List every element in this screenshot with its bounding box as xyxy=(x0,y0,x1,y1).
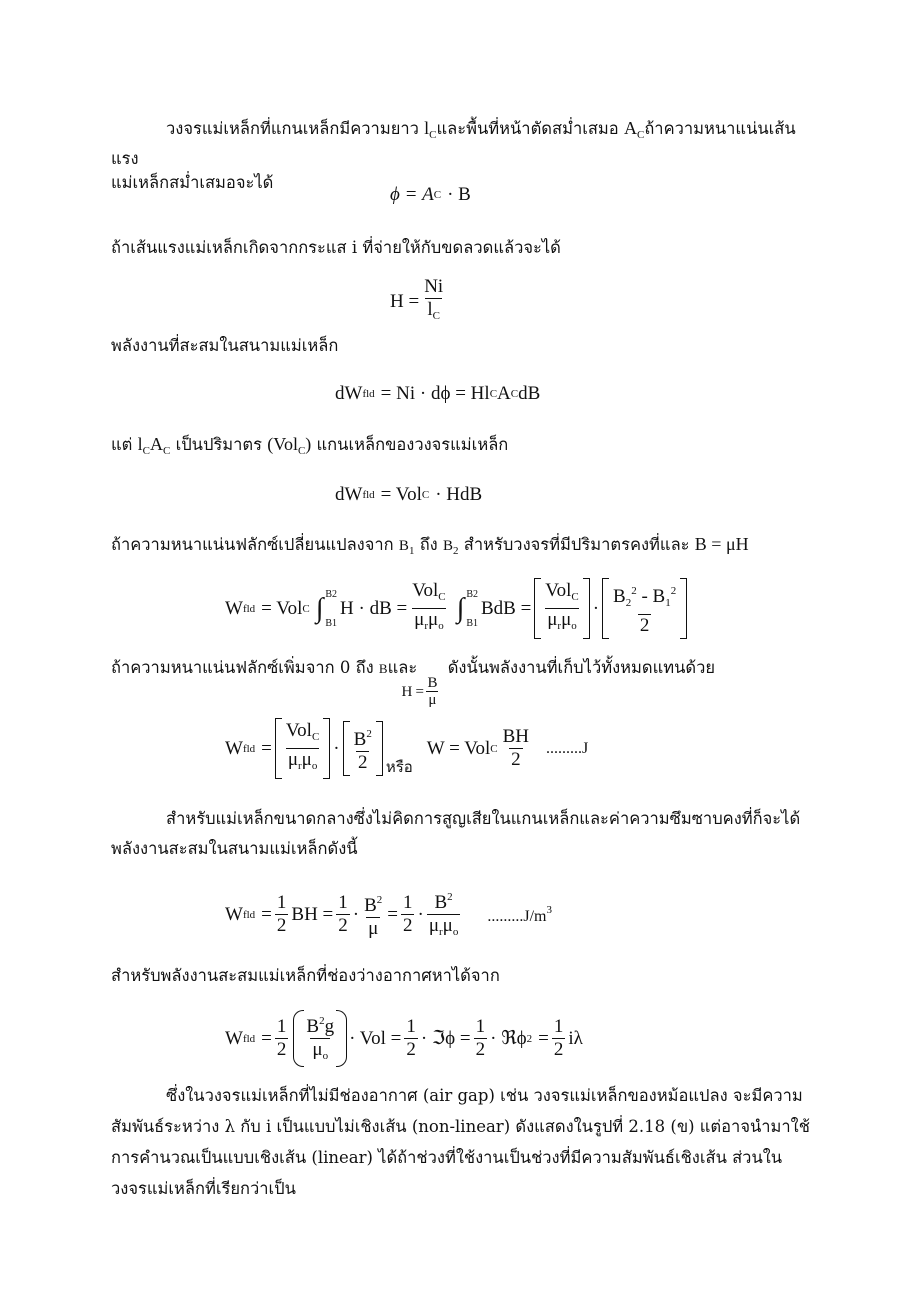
eq-text: = Vol xyxy=(380,484,422,505)
eq-text: B xyxy=(364,895,377,916)
denominator xyxy=(310,1038,330,1067)
eq-text: W xyxy=(225,737,243,759)
eq-sub: 1 xyxy=(665,597,671,609)
eq-sub: o xyxy=(311,760,318,772)
numerator: BH xyxy=(502,726,530,747)
eq-text: μ xyxy=(301,749,312,770)
eq-text: H · dB = xyxy=(340,597,408,619)
eq-text: μ xyxy=(428,915,439,936)
eq-text: · Vol = xyxy=(349,1027,402,1049)
denominator: 2 xyxy=(276,1039,287,1060)
fraction xyxy=(611,580,678,637)
eq-text: H = xyxy=(390,290,420,312)
fraction xyxy=(336,892,350,937)
fraction xyxy=(422,276,445,327)
integral-sign: ∫ xyxy=(315,592,324,624)
eq-sub: fld xyxy=(242,602,256,615)
text-segment: เป็นปริมาตร xyxy=(175,435,263,454)
eq-text: = Ni · dϕ = Hl xyxy=(380,383,490,404)
equation-dw xyxy=(335,383,540,405)
fraction xyxy=(474,1016,488,1061)
text-segment: ถ้าความหนาแน่นฟลักซ์เพิ่มจาก 0 ถึง xyxy=(111,658,374,677)
eq-text: B xyxy=(427,675,438,691)
equation-wfld-integral: W fld = Vol C ∫ B2 B1 H · dB = $\frac{Vol_C}{\mu_r\mu_o}$ ∫ B2 B1 BdB = $\frac{Vol_C}{\mu_r\mu_o}$ · $\frac{B_2^2 - B_1^2}{2}$ xyxy=(225,578,690,639)
fraction xyxy=(404,1016,418,1061)
numerator xyxy=(284,720,321,748)
fraction xyxy=(410,580,447,637)
limit-top: B2 xyxy=(325,588,338,600)
subscript-c: C xyxy=(636,129,645,141)
fraction xyxy=(543,580,580,637)
denominator: 2 xyxy=(402,915,413,936)
fraction xyxy=(352,723,374,774)
eq-text: A xyxy=(497,383,511,404)
eq-text: · HdB xyxy=(435,484,483,505)
eq-text: W xyxy=(225,597,243,619)
eq-sub: fld xyxy=(242,1032,256,1045)
bracket-group xyxy=(343,721,383,776)
denominator xyxy=(427,914,461,943)
eq-text: = xyxy=(538,1027,549,1049)
eq-sub: fld xyxy=(242,742,256,755)
eq-sub: 1 xyxy=(408,545,415,557)
text-segment: แกนเหล็กของวงจรแม่เหล็ก xyxy=(316,435,509,454)
eq-sub: r xyxy=(557,620,562,632)
numerator: 1 xyxy=(276,1016,287,1037)
symbol-l: l xyxy=(137,434,143,454)
eq-text: BH = xyxy=(291,903,334,925)
eq-sup: 2 xyxy=(447,891,453,903)
eq-sub: r xyxy=(424,620,429,632)
eq-text: ) xyxy=(305,434,312,454)
eq-sup: 2 xyxy=(631,585,637,597)
eq-text: ϕ = A xyxy=(390,184,434,205)
eq-text: dB xyxy=(518,383,541,404)
text-segment: แต่ xyxy=(111,435,133,454)
eq-sub: C xyxy=(433,189,442,201)
eq-text: μ xyxy=(312,1039,323,1060)
text-segment: ถึง xyxy=(419,535,438,554)
eq-text: Vol xyxy=(412,580,439,601)
eq-sub: C xyxy=(490,742,498,755)
eq-text: - B xyxy=(636,586,666,607)
eq-text: W xyxy=(225,1027,243,1049)
paragraph-3: พลังงานที่สะสมในสนามแม่เหล็ก xyxy=(111,336,339,355)
integral-sign: ∫ xyxy=(456,592,465,624)
text-segment: วงจรแม่เหล็กที่แกนเหล็กมีความยาว xyxy=(166,119,419,138)
denominator xyxy=(286,748,320,777)
eq-text: μ xyxy=(414,609,425,630)
eq-text: l xyxy=(427,299,433,320)
eq-text: W = Vol xyxy=(426,737,491,759)
eq-text: H xyxy=(401,684,413,700)
eq-text: B xyxy=(353,729,367,750)
numerator xyxy=(432,886,454,914)
eq-sup: 2 xyxy=(366,728,372,740)
eq-sup: 2 xyxy=(526,1032,533,1045)
fraction xyxy=(427,886,461,943)
eq-sub: fld xyxy=(362,388,375,400)
eq-text: (Vol xyxy=(267,434,298,454)
text-segment: ถ้าความหนาแน่นฟลักซ์เปลี่ยนแปลงจาก xyxy=(111,535,394,554)
denominator xyxy=(425,298,442,327)
numerator: 1 xyxy=(276,892,287,913)
limit-bottom: B1 xyxy=(325,617,338,629)
eq-sup: 2 xyxy=(670,585,677,597)
denominator: 2 xyxy=(511,749,521,770)
eq-text: dW xyxy=(335,383,363,404)
eq-text: · ℑϕ = xyxy=(420,1028,471,1049)
equation-wfld-density: W fld = $\frac{1}{2}$ BH = $\frac{1}{2}$ · $\frac{B^2}{\mu}$ = $\frac{1}{2}$ · $\frac{B^2}{\mu_r\mu_o}$ $.........J/m^3$ xyxy=(225,886,552,943)
bracket-group xyxy=(275,718,330,779)
numerator: 1 xyxy=(553,1016,564,1037)
eq-sub: o xyxy=(571,620,577,632)
eq-sub: C xyxy=(162,445,171,457)
limit-top: B2 xyxy=(466,588,478,600)
denominator: 2 xyxy=(276,915,287,936)
eq-text: iλ xyxy=(568,1027,583,1049)
denominator xyxy=(545,608,579,637)
numerator: 1 xyxy=(406,1016,416,1037)
denominator: 2 xyxy=(639,615,650,636)
eq-sub: o xyxy=(438,620,444,632)
equation-wfld-airgap: W fld = $\frac{1}{2}$ $\frac{B^2g}{\mu_o}$ · Vol = $\frac{1}{2}$ · ℑϕ = $\frac{1}{2}$ · ℜϕ 2 = $\frac{1}{2}$ iλ xyxy=(225,1010,583,1067)
eq-sub: 2 xyxy=(625,597,632,609)
denominator xyxy=(412,608,446,637)
equation-dw-vol xyxy=(335,484,482,506)
paragraph-4 xyxy=(111,432,811,463)
eq-sub: C xyxy=(311,731,320,743)
eq-text: = Vol xyxy=(261,597,303,619)
numerator: H = B xyxy=(401,675,438,700)
numerator: 1 xyxy=(338,892,348,913)
fraction xyxy=(275,892,289,937)
bracket-group xyxy=(602,578,687,639)
eq-text: BdB = xyxy=(480,597,532,619)
paragraph-6 xyxy=(111,656,811,708)
eq-sup: 2 xyxy=(319,1015,325,1027)
numerator xyxy=(410,580,447,608)
text-segment: สำหรับวงจรที่มีปริมาตรคงที่และ xyxy=(463,535,690,554)
eq-sub: C xyxy=(571,591,579,603)
paragraph-7: สำหรับแม่เหล็กขนาดกลางซึ่งไม่คิดการสูญเสียในแกนเหล็กและค่าความซึมซาบคงที่ก็จะได้พลังงานสะสมในสนามแม่เหล็กดังนี้ xyxy=(111,809,801,858)
denominator: 2 xyxy=(553,1039,564,1060)
eq-sup: 2 xyxy=(376,894,383,906)
eq-text: W xyxy=(225,903,243,925)
eq-sub: r xyxy=(298,760,302,772)
equation-flux xyxy=(390,184,471,206)
unit-joule: .........J xyxy=(546,739,589,757)
eq-text: Vol xyxy=(285,720,312,741)
text-segment: ดังนั้นพลังงานที่เก็บไว้ทั้งหมดแทนด้วย xyxy=(447,658,716,677)
or-word: หรือ xyxy=(385,758,413,776)
bracket-group xyxy=(534,578,589,639)
paragraph-8: สำหรับพลังงานสะสมแม่เหล็กที่ช่องว่างอากาศหาได้จาก xyxy=(111,966,500,985)
limit-bottom: B1 xyxy=(466,617,478,629)
numerator: 1 xyxy=(402,892,413,913)
symbol-b: B xyxy=(378,661,388,676)
fraction xyxy=(501,726,531,771)
paragraph-2: ถ้าเส้นแรงแม่เหล็กเกิดจากกระแส i ที่จ่ายให้กับขดลวดแล้วจะได้ xyxy=(111,238,561,257)
fraction xyxy=(362,889,384,940)
numerator xyxy=(543,580,580,608)
fraction xyxy=(275,1016,289,1061)
subscript-c: C xyxy=(429,129,437,141)
fraction xyxy=(552,1016,566,1061)
eq-sub: C xyxy=(421,489,430,501)
text-segment: แม่เหล็กสม่ำเสมอจะได้ xyxy=(111,173,274,192)
text-segment: ถ้าความหนาแน่นเส้นแรง xyxy=(111,119,796,168)
eq-text: B xyxy=(613,586,626,607)
eq-sub: o xyxy=(322,1050,329,1062)
text-segment: และพื้นที่หน้าตัดสม่ำเสมอ xyxy=(436,119,619,138)
symbol-b: B xyxy=(398,538,409,554)
numerator xyxy=(611,580,678,614)
eq-text: dW xyxy=(335,484,363,505)
integral-limits xyxy=(325,589,337,629)
eq-sub: C xyxy=(432,310,440,322)
denominator: 2 xyxy=(357,752,368,773)
eq-text: Vol xyxy=(545,580,572,601)
integral-limits xyxy=(466,589,478,629)
equation-h xyxy=(390,276,448,327)
eq-text: · ℜϕ xyxy=(490,1028,527,1049)
symbol-l: l xyxy=(424,118,430,138)
symbol-b-mu-h: B = μH xyxy=(694,534,749,554)
fraction xyxy=(401,892,415,937)
paragraph-5 xyxy=(111,532,811,563)
numerator: Ni xyxy=(424,276,444,297)
fraction xyxy=(304,1010,336,1067)
eq-text: B xyxy=(306,1016,320,1037)
denominator: 2 xyxy=(475,1039,486,1060)
eq-sub: r xyxy=(439,926,443,938)
eq-text: g xyxy=(324,1016,335,1037)
eq-text: μ xyxy=(561,609,572,630)
eq-sub: C xyxy=(142,445,150,457)
eq-sub: 2 xyxy=(453,545,459,557)
eq-text: μ xyxy=(287,749,298,770)
eq-sub: C xyxy=(438,591,446,603)
denominator: 2 xyxy=(406,1039,416,1060)
eq-text: · B xyxy=(447,184,471,205)
eq-text: μ xyxy=(547,609,558,630)
numerator xyxy=(352,723,374,751)
fraction xyxy=(284,720,321,777)
eq-sub: C xyxy=(510,388,519,400)
paren-group xyxy=(293,1010,347,1067)
fraction-b-over-mu xyxy=(401,675,439,708)
unit-joule-per-m3: .........J/m xyxy=(487,907,547,925)
eq-text: μ xyxy=(442,915,453,936)
eq-text: μ xyxy=(428,609,439,630)
numerator: 1 xyxy=(475,1016,486,1037)
symbol-a: A xyxy=(623,118,637,138)
symbol-b: B xyxy=(442,538,453,554)
numerator xyxy=(304,1010,336,1038)
paragraph-9: ซึ่งในวงจรแม่เหล็กที่ไม่มีช่องอากาศ (air gap) เช่น วงจรแม่เหล็กของหม้อแปลง จะมีความสัมพันธ์ระหว่าง λ กับ i เป็นแบบไม่เชิงเส้น (non-linear) ดังแสดงในรูปที่ 2.18 (ข) แต่อาจนำมาใช้การคำนวณเป็นแบบเชิงเส้น (linear) ได้ถ้าช่วงที่ใช้งานเป็นช่วงที่มีความสัมพันธ์เชิงเส้น ส่วนในวงจรแม่เหล็กที่เรียกว่าเป็น xyxy=(111,1086,810,1198)
eq-sub: o xyxy=(452,926,459,938)
equation-wfld-energy: W fld = $\frac{Vol_C}{\mu_r\mu_o}$ · $\frac{B^2}{2}$ หรือ W = Vol C $\frac{BH}{2}$ .........J xyxy=(225,718,588,779)
eq-sub: C xyxy=(489,388,498,400)
denominator: μ xyxy=(368,918,379,939)
eq-sub: C xyxy=(302,602,310,615)
denominator: 2 xyxy=(338,915,348,936)
denominator: μ xyxy=(428,692,437,708)
eq-sub: fld xyxy=(362,489,375,501)
eq-text: B xyxy=(434,892,448,913)
numerator xyxy=(362,889,384,917)
symbol-a: A xyxy=(149,434,163,454)
text-segment: และ xyxy=(387,658,418,677)
eq-sub: fld xyxy=(242,908,256,921)
eq-sub: C xyxy=(297,445,306,457)
